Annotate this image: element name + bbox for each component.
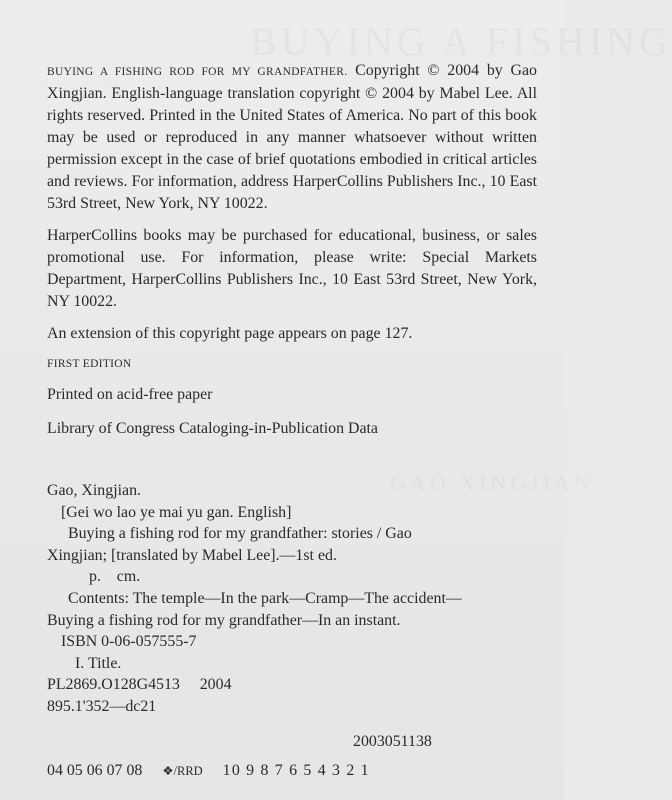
cip-contents-line: Buying a fishing rod for my grandfather—In an instant. xyxy=(47,611,401,629)
show-through-text: BUYING A FISHING xyxy=(250,19,672,64)
cip-heading: Library of Congress Cataloging-in-Publication Data xyxy=(47,420,378,437)
paper-note: Printed on acid-free paper xyxy=(47,386,213,403)
cip-subject: I. Title. xyxy=(75,654,122,672)
cip-dewey: 895.1'352—dc21 xyxy=(47,697,157,715)
copyright-block xyxy=(47,60,537,440)
cip-uniform-title: [Gei wo lao ye mai yu gan. English] xyxy=(61,503,292,521)
cip-contents-line: Contents: The temple—In the park—Cramp—The accident— xyxy=(68,589,462,607)
cip-record xyxy=(47,480,547,718)
cip-author: Gao, Xingjian. xyxy=(47,482,142,499)
edition-label: FIRST EDITION xyxy=(47,358,132,370)
printing-line xyxy=(47,760,547,782)
cip-isbn: ISBN 0-06-057555-7 xyxy=(61,633,197,651)
copyright-body: Copyright © 2004 by Gao Xingjian. English-language translation copyright © 2004 by Mabel Lee. All rights reserved. Printed in the United States of America. No part of this book may be used or reproduced in any manner whatsoever without written permission except in the case of brief quotations embodied in critical articles and reviews. For information, address HarperCollins Publishers Inc., 10 East 53rd Street, New York, NY 10022. xyxy=(47,62,537,212)
cip-lccn: 2003051138 xyxy=(353,733,432,750)
copyright-notice xyxy=(47,60,537,215)
special-sales-notice: HarperCollins books may be purchased for educational, business, or sales promotional use. For information, please write: Special Markets Department, HarperCollins Publishers Inc., 10 East 53rd Street, New York, NY 10022. xyxy=(47,227,537,310)
cip-title-line: Xingjian; [translated by Mabel Lee].—1st ed. xyxy=(47,546,337,564)
printing-numbers: 10 9 8 7 6 5 4 3 2 1 xyxy=(222,762,370,779)
show-through-text: GAO XINGJIAN xyxy=(390,470,594,495)
cip-pagination: p. cm. xyxy=(89,568,141,586)
book-title-small-caps: BUYING A FISHING ROD FOR MY GRANDFATHER. xyxy=(47,66,348,78)
cip-lc-class: PL2869.O128G4513 2004 xyxy=(47,676,232,694)
extension-note: An extension of this copyright page appears on page 127. xyxy=(47,325,413,342)
printer-mark: ❖/RRD xyxy=(162,764,203,778)
cip-title-line: Buying a fishing rod for my grandfather: stories / Gao xyxy=(68,525,412,543)
printing-years: 04 05 06 07 08 xyxy=(47,762,143,779)
